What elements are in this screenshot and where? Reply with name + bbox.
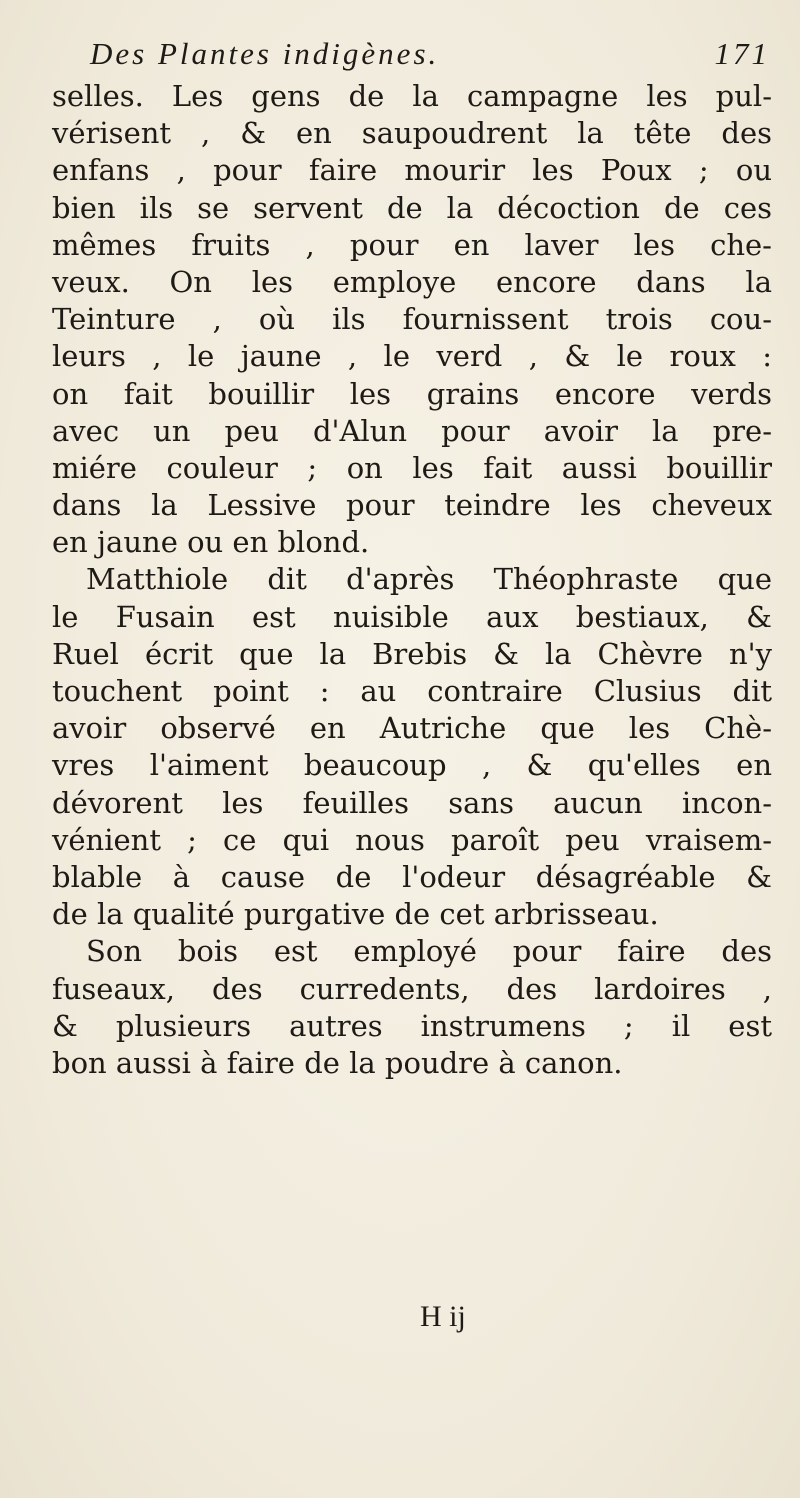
text-line: veux. On les employe encore dans la	[52, 264, 772, 299]
text-line: bien ils se servent de la décoction de ces	[52, 190, 772, 225]
running-title: Des Plantes indigènes.	[90, 36, 440, 71]
text-line: Teinture , où ils fournissent trois cou-	[52, 302, 772, 337]
text-line: dévorent les feuilles sans aucun incon-	[52, 785, 772, 820]
text-line: selles. Les gens de la campagne les pul-	[52, 79, 772, 113]
text-line: avoir observé en Autriche que les Chè-	[52, 711, 772, 746]
text-line: avec un peu d'Alun pour avoir la pre-	[52, 413, 772, 448]
text-line: & plusieurs autres instrumens ; il est	[52, 1008, 772, 1043]
text-line: bon aussi à faire de la poudre à canon.	[52, 1045, 623, 1080]
text-line: miére couleur ; on les fait aussi bouillir	[52, 450, 772, 485]
text-line: on fait bouillir les grains encore verds	[52, 376, 772, 411]
text-line: Matthiole dit d'après Théophraste que	[86, 562, 772, 597]
text-line: blable à cause de l'odeur désagréable &	[52, 859, 772, 894]
text-line: enfans , pour faire mourir les Poux ; ou	[52, 153, 772, 188]
text-line: en jaune ou en blond.	[52, 525, 370, 560]
text-line: vénient ; ce qui nous paroît peu vraisem-	[52, 822, 772, 857]
text-line: Son bois est employé pour faire des	[86, 934, 772, 969]
signature-mark: H ij	[420, 1300, 466, 1333]
text-line: le Fusain est nuisible aux bestiaux, &	[52, 599, 772, 634]
text-line: Ruel écrit que la Brebis & la Chèvre n'y	[52, 636, 772, 671]
text-line: mêmes fruits , pour en laver les che-	[52, 227, 772, 262]
text-line: vres l'aiment beaucoup , & qu'elles en	[52, 748, 772, 783]
text-line: touchent point : au contraire Clusius dit	[52, 674, 772, 708]
text-line: vérisent , & en saupoudrent la tête des	[52, 116, 772, 151]
text-line: de la qualité purgative de cet arbrisseau.	[52, 897, 659, 932]
body-text	[52, 78, 772, 1082]
page-number: 171	[714, 36, 770, 71]
text-line: fuseaux, des curredents, des lardoires ,	[52, 971, 772, 1006]
text-line: leurs , le jaune , le verd , & le roux :	[52, 339, 772, 374]
text-line: dans la Lessive pour teindre les cheveux	[52, 488, 772, 523]
running-header	[90, 36, 780, 76]
